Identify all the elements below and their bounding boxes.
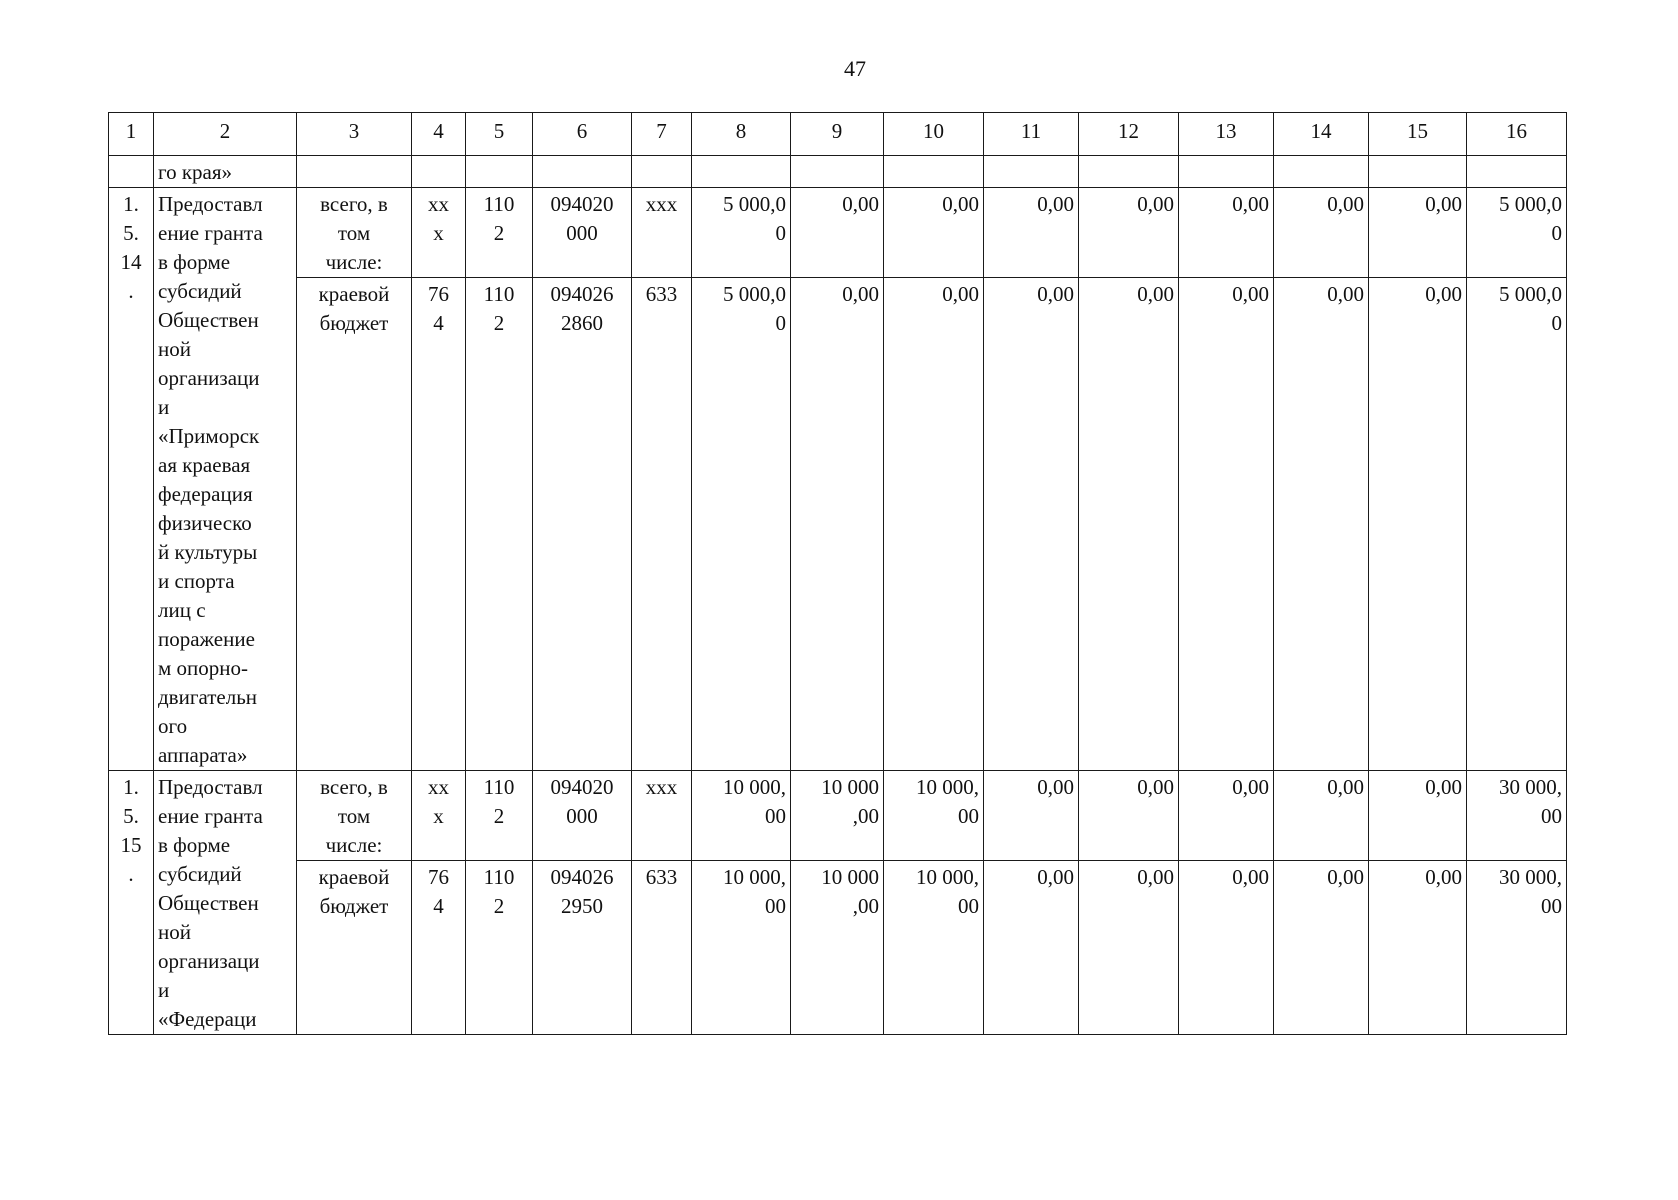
value-cell-col-13: 0,00 [1179, 861, 1274, 1035]
cell-line: 2 [493, 311, 505, 335]
budget-table [108, 112, 1567, 1035]
value-cell-col-5 [466, 188, 533, 278]
value-cell-col-15: 0,00 [1369, 861, 1467, 1035]
cell-line: в форме [158, 833, 231, 857]
value-cell-col-9: 0,00 [791, 188, 884, 278]
cell-line: 0 [1551, 311, 1562, 335]
cell-line: 5 000,0 [1499, 282, 1562, 306]
value-cell-col-15: 0,00 [1369, 771, 1467, 861]
cell-line: 5. [123, 804, 139, 828]
value-cell-col-9: 0,00 [791, 278, 884, 771]
header-cell-2: 2 [154, 113, 297, 156]
cell-line: том [337, 804, 371, 828]
cell-line: в форме [158, 250, 231, 274]
cell-line: ,00 [852, 804, 879, 828]
header-row [109, 113, 1567, 156]
table-row [109, 188, 1567, 278]
cell-line: числе: [325, 833, 383, 857]
cell-line: 14 [120, 250, 142, 274]
cell-line: организаци [158, 949, 260, 973]
cell-line: 000 [566, 221, 598, 245]
value-cell-col-8 [692, 188, 791, 278]
cell-line: 15 [120, 833, 142, 857]
value-cell-col-3 [297, 278, 412, 771]
cell-line: 0 [775, 311, 786, 335]
value-cell-col-7: 633 [632, 861, 692, 1035]
item-name-cell [154, 188, 297, 771]
value-cell-col-6 [533, 188, 632, 278]
value-cell-col-7: xxx [632, 771, 692, 861]
cell-line: й культуры [158, 540, 258, 564]
cell-line: двигательн [158, 685, 258, 709]
value-cell-col-6 [533, 771, 632, 861]
header-cell-13: 13 [1179, 113, 1274, 156]
value-cell-col-14: 0,00 [1274, 861, 1369, 1035]
cell-line: и спорта [158, 569, 235, 593]
cell-line: ение гранта [158, 804, 263, 828]
cell-line: субсидий [158, 279, 242, 303]
cell-line: 10 000 [821, 865, 879, 889]
cell-line: том [337, 221, 371, 245]
cell-line: бюджет [319, 894, 389, 918]
cell-line: 094026 [550, 865, 614, 889]
cell-line: 5 000,0 [723, 282, 786, 306]
cell-line: поражение [158, 627, 255, 651]
cell-line: 110 [483, 865, 515, 889]
cell-line: х [433, 804, 444, 828]
page-number: 47 [844, 56, 866, 81]
value-cell-col-11: 0,00 [984, 861, 1079, 1035]
cell-line: краевой [318, 282, 390, 306]
cell-line: 10 000, [723, 775, 786, 799]
cell-line: всего, в [320, 775, 388, 799]
value-cell-col-14: 0,00 [1274, 278, 1369, 771]
header-cell-6: 6 [533, 113, 632, 156]
cell-line: 2950 [561, 894, 603, 918]
value-cell-col-4 [412, 771, 466, 861]
cell-line: 00 [1541, 894, 1562, 918]
cell-line: ение гранта [158, 221, 263, 245]
value-cell-col-15: 0,00 [1369, 278, 1467, 771]
value-cell-col-12: 0,00 [1079, 771, 1179, 861]
value-cell-col-3 [297, 771, 412, 861]
value-cell-col-9 [791, 861, 884, 1035]
value-cell-col-5 [466, 278, 533, 771]
header-cell-12: 12 [1079, 113, 1179, 156]
header-cell-9: 9 [791, 113, 884, 156]
value-cell-col-10 [884, 771, 984, 861]
value-cell-col-9 [791, 771, 884, 861]
value-cell-col-12: 0,00 [1079, 188, 1179, 278]
cell-line: «Приморск [158, 424, 260, 448]
cell-line: Обществен [158, 308, 259, 332]
value-cell-col-4 [412, 861, 466, 1035]
cell-line: бюджет [319, 311, 389, 335]
cell-line: . [128, 279, 134, 303]
header-cell-4: 4 [412, 113, 466, 156]
table-row [109, 861, 1567, 1035]
cell-line: федерация [158, 482, 253, 506]
cell-line: ая краевая [158, 453, 251, 477]
cell-line: 094026 [550, 282, 614, 306]
cell-line: 00 [1541, 804, 1562, 828]
cell-line: 00 [765, 804, 786, 828]
cell-line: 2 [493, 894, 505, 918]
cell-line: Предоставл [158, 192, 263, 216]
cell-line: 094020 [550, 775, 614, 799]
cell-line: 4 [433, 894, 444, 918]
cell-line: числе: [325, 250, 383, 274]
value-cell-col-3 [297, 188, 412, 278]
header-cell-5: 5 [466, 113, 533, 156]
header-cell-11: 11 [984, 113, 1079, 156]
cell-line: краевой [318, 865, 390, 889]
header-cell-8: 8 [692, 113, 791, 156]
value-cell-col-11: 0,00 [984, 188, 1079, 278]
cell-line: 10 000, [723, 865, 786, 889]
cell-line: всего, в [320, 192, 388, 216]
cell-line: 30 000, [1499, 865, 1562, 889]
header-cell-15: 15 [1369, 113, 1467, 156]
header-cell-7: 7 [632, 113, 692, 156]
cell-line: и [158, 978, 170, 1002]
value-cell-col-11: 0,00 [984, 771, 1079, 861]
header-cell-1: 1 [109, 113, 154, 156]
value-cell-col-8 [692, 861, 791, 1035]
value-cell-col-3 [297, 861, 412, 1035]
value-cell-col-4 [412, 188, 466, 278]
cell-line: 10 000, [916, 865, 979, 889]
value-cell-col-10: 0,00 [884, 278, 984, 771]
cell-line: 0 [1551, 221, 1562, 245]
cell-line: 094020 [550, 192, 614, 216]
cell-line: 1. [123, 775, 139, 799]
cell-line: ной [158, 337, 191, 361]
cell-line: аппарата» [158, 743, 248, 767]
cell-line: Предоставл [158, 775, 263, 799]
cell-line: м опорно- [158, 656, 249, 680]
value-cell-col-16 [1467, 861, 1567, 1035]
cell-line: 76 [428, 865, 449, 889]
cell-line: х [433, 221, 444, 245]
value-cell-col-14: 0,00 [1274, 188, 1369, 278]
cell-line: 5. [123, 221, 139, 245]
value-cell-col-6 [533, 861, 632, 1035]
cell-line: 1. [123, 192, 139, 216]
cell-line: 10 000 [821, 775, 879, 799]
cell-line: 5 000,0 [723, 192, 786, 216]
cell-line: 0 [775, 221, 786, 245]
cell-line: физическо [158, 511, 252, 535]
cont-cell-1 [109, 156, 154, 188]
value-cell-col-10: 0,00 [884, 188, 984, 278]
value-cell-col-16 [1467, 278, 1567, 771]
cell-line: субсидий [158, 862, 242, 886]
value-cell-col-16 [1467, 188, 1567, 278]
cell-line: 30 000, [1499, 775, 1562, 799]
cont-cell-name: го края» [154, 156, 297, 188]
cell-line: Обществен [158, 891, 259, 915]
header-cell-3: 3 [297, 113, 412, 156]
value-cell-col-14: 0,00 [1274, 771, 1369, 861]
cell-line: и [158, 395, 170, 419]
table-row [109, 771, 1567, 861]
cell-line: 00 [958, 804, 979, 828]
header-cell-16: 16 [1467, 113, 1567, 156]
value-cell-col-13: 0,00 [1179, 188, 1274, 278]
value-cell-col-11: 0,00 [984, 278, 1079, 771]
header-cell-14: 14 [1274, 113, 1369, 156]
cell-line: 00 [765, 894, 786, 918]
cell-line: 2 [493, 804, 505, 828]
item-name-cell [154, 771, 297, 1035]
cell-line: 00 [958, 894, 979, 918]
cell-line: 5 000,0 [1499, 192, 1562, 216]
cell-line: ной [158, 920, 191, 944]
value-cell-col-7: xxx [632, 188, 692, 278]
table-row [109, 278, 1567, 771]
cell-line: . [128, 862, 134, 886]
cell-line: 10 000, [916, 775, 979, 799]
cell-line: хх [428, 192, 449, 216]
cell-line: ,00 [852, 894, 879, 918]
value-cell-col-8 [692, 278, 791, 771]
cell-line: 2 [493, 221, 505, 245]
cell-line: 110 [483, 192, 515, 216]
value-cell-col-8 [692, 771, 791, 861]
cell-line: ого [158, 714, 188, 738]
cell-line: организаци [158, 366, 260, 390]
value-cell-col-13: 0,00 [1179, 278, 1274, 771]
value-cell-col-15: 0,00 [1369, 188, 1467, 278]
continuation-row [109, 156, 1567, 188]
value-cell-col-5 [466, 771, 533, 861]
cell-line: 2860 [561, 311, 603, 335]
item-number-cell [109, 188, 154, 771]
value-cell-col-12: 0,00 [1079, 861, 1179, 1035]
cell-line: 76 [428, 282, 449, 306]
cell-line: 110 [483, 775, 515, 799]
cell-line: 000 [566, 804, 598, 828]
value-cell-col-10 [884, 861, 984, 1035]
value-cell-col-4 [412, 278, 466, 771]
item-number-cell [109, 771, 154, 1035]
cell-line: хх [428, 775, 449, 799]
value-cell-col-7: 633 [632, 278, 692, 771]
header-cell-10: 10 [884, 113, 984, 156]
value-cell-col-13: 0,00 [1179, 771, 1274, 861]
cell-line: 110 [483, 282, 515, 306]
value-cell-col-6 [533, 278, 632, 771]
value-cell-col-12: 0,00 [1079, 278, 1179, 771]
cell-line: 4 [433, 311, 444, 335]
cell-line: «Федераци [158, 1007, 257, 1031]
value-cell-col-5 [466, 861, 533, 1035]
cell-line: лиц с [158, 598, 206, 622]
value-cell-col-16 [1467, 771, 1567, 861]
